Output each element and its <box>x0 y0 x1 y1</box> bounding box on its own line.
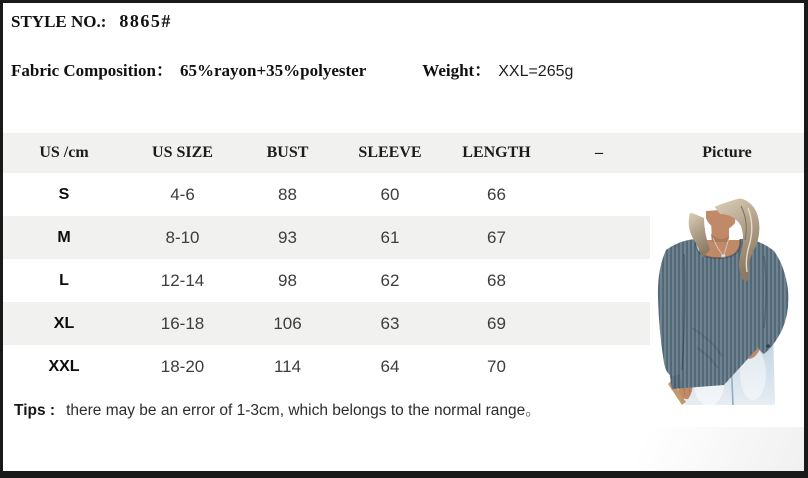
sleeve-cell: 64 <box>380 356 400 376</box>
bust-cell: 114 <box>273 356 302 376</box>
column-header-picture: Picture <box>650 133 804 173</box>
style-number-label: STYLE NO.: <box>11 12 107 31</box>
weight-label: Weight： <box>422 61 492 80</box>
sleeve-cell: 63 <box>335 302 445 345</box>
sleeve-cell: 62 <box>380 270 400 290</box>
length-cell: 67 <box>445 216 548 259</box>
size-table-header-row <box>3 133 804 173</box>
bust-cell: 88 <box>278 184 297 204</box>
us-size-cell: 16-18 <box>125 302 240 345</box>
us-size-cell: 8-10 <box>125 216 240 259</box>
weight-value: XXL=265g <box>498 63 574 80</box>
style-number-value: 8865# <box>119 11 172 31</box>
us-size-cell: 4-6 <box>170 184 195 204</box>
size-label-cell: XL <box>3 302 125 345</box>
product-photo <box>652 178 797 405</box>
fabric-composition-label: Fabric Composition： <box>11 61 173 80</box>
us-size-cell: 18-20 <box>160 356 205 376</box>
column-header-sleeve: SLEEVE <box>335 133 445 173</box>
dash-cell <box>548 345 650 388</box>
dash-cell <box>548 302 650 345</box>
dash-cell <box>548 259 650 302</box>
column-header-dash: – <box>548 133 650 173</box>
tips-label: Tips : <box>14 402 56 419</box>
bottom-right-shade <box>554 427 804 471</box>
length-cell: 68 <box>487 270 506 290</box>
fabric-composition-value: 65%rayon+35%polyester <box>179 61 367 80</box>
size-label-cell: M <box>3 216 125 259</box>
length-cell: 66 <box>487 184 506 204</box>
length-cell: 70 <box>487 356 506 376</box>
size-label-cell: XXL <box>48 357 80 375</box>
length-cell: 69 <box>445 302 548 345</box>
dash-cell <box>548 216 650 259</box>
bust-cell: 106 <box>240 302 335 345</box>
us-size-cell: 12-14 <box>160 270 205 290</box>
fabric-weight-line <box>11 56 573 81</box>
sleeve-cell: 60 <box>380 184 400 204</box>
sleeve-cell: 61 <box>335 216 445 259</box>
size-label-cell: L <box>59 271 69 289</box>
model-illustration <box>652 178 797 405</box>
column-header-length: LENGTH <box>445 133 548 173</box>
column-header-us-size: US SIZE <box>125 133 240 173</box>
dash-cell <box>548 173 650 216</box>
size-label-cell: S <box>58 185 70 203</box>
column-header-us-cm: US /cm <box>3 133 125 173</box>
tips-text: there may be an error of 1-3cm, which belongs to the normal range。 <box>66 402 541 419</box>
tips-line <box>14 398 541 420</box>
style-number-line <box>11 11 172 32</box>
bust-cell: 98 <box>278 270 297 290</box>
bust-cell: 93 <box>240 216 335 259</box>
column-header-bust: BUST <box>240 133 335 173</box>
